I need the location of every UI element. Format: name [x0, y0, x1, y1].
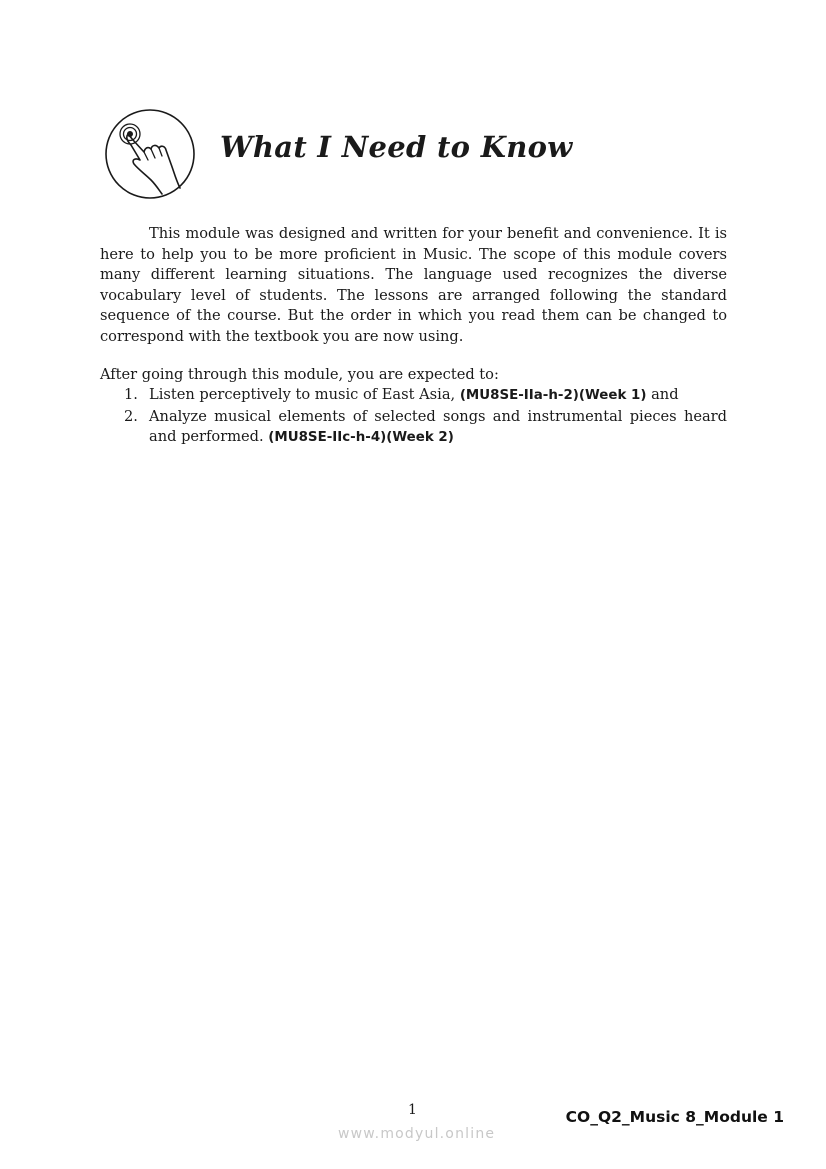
module-code: CO_Q2_Music 8_Module 1: [565, 1108, 784, 1126]
module-content: [100, 224, 727, 449]
competency-code: (MU8SE-IIc-h-4)(Week 2): [268, 430, 454, 446]
tap-hand-icon: [104, 108, 196, 200]
page-number: 1: [408, 1102, 417, 1118]
objective-number: 1.: [124, 386, 138, 404]
objectives-list: [100, 385, 727, 449]
objectives-lead: After going through this module, you are expected to:: [100, 365, 499, 383]
objective-suffix: and: [646, 386, 679, 404]
objective-number: 2.: [124, 407, 138, 425]
intro-paragraph: This module was designed and written for your benefit and convenience. It is here to help you to be more proficient in Music. The scope of this module covers many different learning situations. The language used recognizes the diverse vocabulary level of students. The lessons are arranged following the standard sequence of the course. But the order in which you read them can be changed to correspond with the textbook you are now using.: [100, 225, 727, 345]
page-title: What I Need to Know: [220, 130, 573, 164]
objective-text: Listen perceptively to music of East Asia,: [149, 386, 460, 404]
watermark: www.modyul.online: [338, 1126, 496, 1142]
competency-code: (MU8SE-IIa-h-2)(Week 1): [459, 388, 647, 404]
objective-text: Analyze musical elements of selected songs and instrumental pieces heard and performed.: [149, 407, 727, 446]
list-item: [100, 385, 727, 407]
list-item: [100, 407, 727, 449]
